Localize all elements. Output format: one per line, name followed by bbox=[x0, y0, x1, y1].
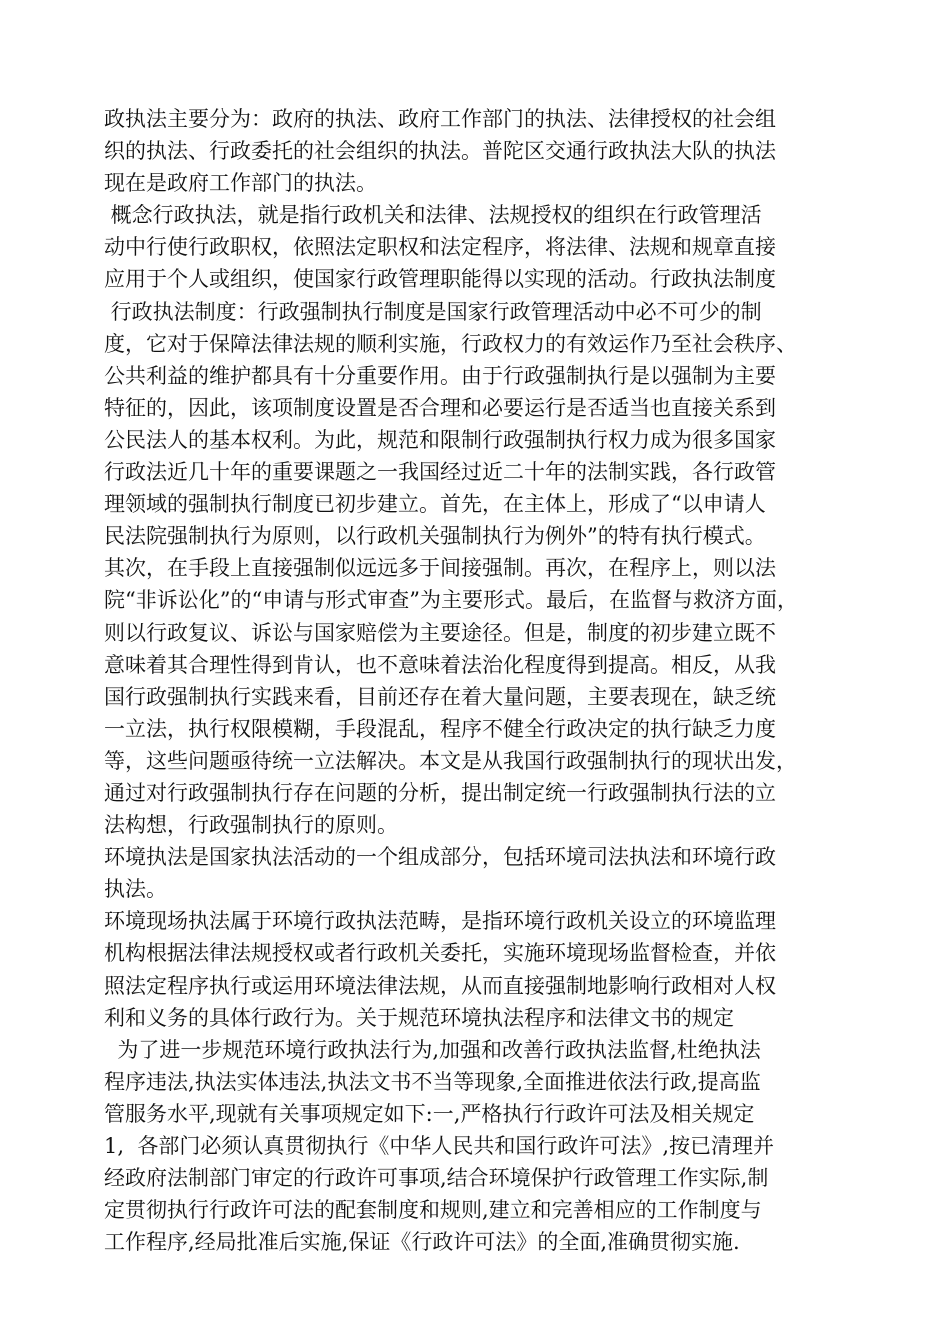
text-line: 法构想，行政强制执行的原则。 bbox=[104, 813, 398, 838]
text-line: 特征的，因此，该项制度设置是否合理和必要运行是否适当也直接关系到 bbox=[104, 395, 776, 420]
text-line: 工作程序,经局批准后实施,保证《行政许可法》的全面,准确贯彻实施. bbox=[104, 1230, 740, 1255]
text-line: 公民法人的基本权利。为此，规范和限制行政强制执行权力成为很多国家 bbox=[104, 427, 776, 452]
text-line: 公共利益的维护都具有十分重要作用。由于行政强制执行是以强制为主要 bbox=[104, 363, 776, 388]
text-line: 应用于个人或组织，使国家行政管理职能得以实现的活动。行政执法制度 bbox=[104, 267, 776, 292]
text-line: 通过对行政强制执行存在问题的分析，提出制定统一行政强制执行法的立 bbox=[104, 780, 776, 805]
text-line: 机构根据法律法规授权或者行政机关委托，实施环境现场监督检查，并依 bbox=[104, 941, 776, 966]
text-line: 现在是政府工作部门的执法。 bbox=[104, 171, 377, 196]
text-line: 理领域的强制执行制度已初步建立。首先，在主体上，形成了“以申请人 bbox=[104, 492, 766, 517]
text-line: 管服务水平,现就有关事项规定如下:一,严格执行行政许可法及相关规定 bbox=[104, 1101, 755, 1126]
text-line: 定贯彻执行行政许可法的配套制度和规则,建立和完善相应的工作制度与 bbox=[104, 1198, 762, 1223]
text-line: 则以行政复议、诉讼与国家赔偿为主要途径。但是，制度的初步建立既不 bbox=[104, 620, 776, 645]
text-line: 一立法，执行权限模糊，手段混乱，程序不健全行政决定的执行缺乏力度 bbox=[104, 716, 776, 741]
text-line: 环境现场执法属于环境行政执法范畴，是指环境行政机关设立的环境监理 bbox=[104, 909, 776, 934]
text-line: 织的执法、行政委托的社会组织的执法。普陀区交通行政执法大队的执法 bbox=[104, 139, 776, 164]
text-line: 国行政强制执行实践来看，目前还存在着大量问题，主要表现在，缺乏统 bbox=[104, 684, 776, 709]
text-line: 等，这些问题亟待统一立法解决。本文是从我国行政强制执行的现状出发， bbox=[104, 748, 797, 773]
text-line: 意味着其合理性得到肯认，也不意味着法治化程度得到提高。相反，从我 bbox=[104, 652, 776, 677]
text-line: 程序违法,执法实体违法,执法文书不当等现象,全面推进依法行政,提高监 bbox=[104, 1069, 761, 1094]
body-text bbox=[104, 103, 864, 1258]
text-line: 1, 各部门必须认真贯彻执行《中华人民共和国行政许可法》,按已清理并 bbox=[104, 1134, 775, 1158]
text-line: 利和义务的具体行政行为。关于规范环境执法程序和法律文书的规定 bbox=[104, 1005, 734, 1030]
text-line: 为了进一步规范环境行政执法行为,加强和改善行政执法监督,杜绝执法 bbox=[104, 1037, 761, 1062]
text-line: 概念行政执法，就是指行政机关和法律、法规授权的组织在行政管理活 bbox=[104, 203, 762, 228]
text-line: 执法。 bbox=[104, 877, 167, 902]
text-line: 度，它对于保障法律法规的顺利实施，行政权力的有效运作乃至社会秩序、 bbox=[104, 331, 797, 356]
text-line: 民法院强制执行为原则，以行政机关强制执行为例外”的特有执行模式。 bbox=[104, 524, 766, 549]
text-line: 经政府法制部门审定的行政许可事项,结合环境保护行政管理工作实际,制 bbox=[104, 1166, 769, 1191]
text-line: 政执法主要分为：政府的执法、政府工作部门的执法、法律授权的社会组 bbox=[104, 107, 776, 131]
text-line: 环境执法是国家执法活动的一个组成部分，包括环境司法执法和环境行政 bbox=[104, 845, 776, 870]
text-line: 行政法近几十年的重要课题之一我国经过近二十年的法制实践，各行政管 bbox=[104, 460, 776, 485]
text-line: 照法定程序执行或运用环境法律法规，从而直接强制地影响行政相对人权 bbox=[104, 973, 776, 998]
text-line: 院“非诉讼化”的“申请与形式审查”为主要形式。最后，在监督与救济方面， bbox=[104, 588, 798, 613]
text-line: 其次，在手段上直接强制似远远多于间接强制。再次，在程序上，则以法 bbox=[104, 556, 776, 581]
text-line: 行政执法制度：行政强制执行制度是国家行政管理活动中必不可少的制 bbox=[104, 299, 762, 324]
text-line: 动中行使行政职权，依照法定职权和法定程序，将法律、法规和规章直接 bbox=[104, 235, 776, 260]
